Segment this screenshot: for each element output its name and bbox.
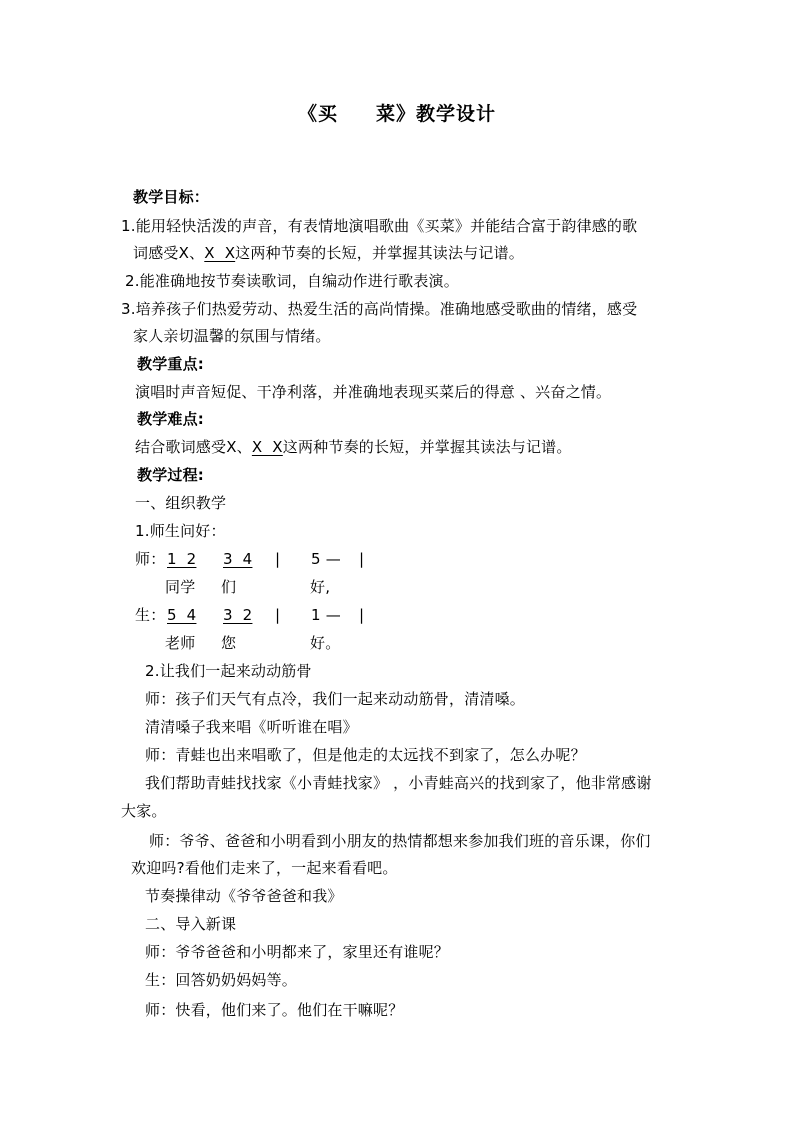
- heading-teaching-focus: 教学重点:: [137, 355, 204, 373]
- document-title: 《买 菜》教学设计: [297, 103, 497, 125]
- difficulty-text-pre: 结合歌词感受X、: [135, 438, 252, 456]
- paragraph-grandpa-line-2: 欢迎吗?看他们走来了，一起来看看吧。: [131, 859, 398, 877]
- heading-teaching-process: 教学过程:: [137, 466, 204, 484]
- goal-1-rhythm-underlined: X X: [204, 244, 236, 262]
- student-label: 生：: [135, 606, 166, 624]
- student-notes-2: 3 2: [223, 606, 253, 624]
- goal-2: 2.能准确地按节奏读歌词，自编动作进行歌表演。: [125, 272, 459, 290]
- teacher-notes-3: 5 —: [311, 550, 341, 568]
- difficulty-rhythm-underlined: X X: [251, 438, 283, 456]
- paragraph-find-home-line-2: 大家。: [121, 802, 167, 820]
- paragraph-find-home-line-1: 我们帮助青蛙找找家《小青蛙找家》 ，小青蛙高兴的找到家了，他非常感谢: [145, 774, 652, 792]
- goal-1-line-2: [133, 243, 524, 263]
- student-lyric-3: 好。: [310, 634, 341, 652]
- heading-teaching-goals: 教学目标：: [133, 188, 210, 206]
- paragraph-warmup: 师：孩子们天气有点冷，我们一起来动动筋骨，清清嗓。: [145, 690, 526, 708]
- difficulty-text-post: 这两种节奏的长短，并掌握其读法与记谱。: [282, 438, 572, 456]
- section-2-heading: 二、导入新课: [145, 915, 237, 933]
- teacher-lyric-3: 好,: [310, 578, 331, 596]
- paragraph-frog: 师：青蛙也出来唱歌了，但是他走的太远找不到家了，怎么办呢？: [145, 746, 586, 764]
- student-bar-line-2: |: [359, 606, 365, 624]
- paragraph-rhythm-exercise: 节奏操律动《爷爷爸爸和我》: [145, 887, 343, 905]
- teacher-bar-line-1: |: [275, 550, 281, 568]
- section-1-heading: 一、组织教学: [135, 494, 227, 512]
- teacher-lyric-1: 同学: [165, 578, 196, 596]
- goal-1-text-post: 这两种节奏的长短，并掌握其读法与记谱。: [235, 244, 524, 262]
- student-notes-3: 1 —: [311, 606, 341, 624]
- goal-1-text-pre: 词感受X、: [133, 244, 205, 262]
- teaching-difficulty-text: [135, 437, 572, 457]
- teacher-bar-line-2: |: [359, 550, 365, 568]
- item-1: 1.师生问好：: [135, 522, 226, 540]
- student-notes-1: 5 4: [167, 606, 197, 624]
- goal-1-line-1: 1.能用轻快活泼的声音，有表情地演唱歌曲《买菜》并能结合富于韵律感的歌: [121, 217, 638, 235]
- goal-3-line-2: 家人亲切温馨的氛围与情绪。: [133, 327, 331, 345]
- paragraph-student-answer: 生：回答奶奶妈妈等。: [145, 971, 298, 989]
- heading-teaching-difficulty: 教学难点:: [137, 410, 204, 428]
- teacher-lyric-2: 们: [221, 578, 237, 596]
- teaching-focus-text: 演唱时声音短促、干净利落，并准确地表现买菜后的得意 、兴奋之情。: [135, 383, 612, 401]
- item-2: 2.让我们一起来动动筋骨: [145, 662, 312, 680]
- teacher-notes-1: 1 2: [167, 550, 197, 568]
- teacher-notes-2: 3 4: [223, 550, 253, 568]
- paragraph-look: 师：快看，他们来了。他们在干嘛呢？: [145, 1001, 404, 1019]
- goal-3-line-1: 3.培养孩子们热爱劳动、热爱生活的高尚情操。准确地感受歌曲的情绪，感受: [121, 300, 638, 318]
- student-lyric-1: 老师: [165, 634, 196, 652]
- paragraph-sing: 清清嗓子我来唱《听听谁在唱》: [145, 718, 358, 736]
- student-lyric-2: 您: [221, 634, 237, 652]
- student-bar-line-1: |: [275, 606, 281, 624]
- paragraph-who-else: 师：爷爷爸爸和小明都来了，家里还有谁呢？: [145, 943, 450, 961]
- teacher-label: 师：: [135, 550, 166, 568]
- paragraph-grandpa-line-1: 师：爷爷、爸爸和小明看到小朋友的热情都想来参加我们班的音乐课，你们: [149, 832, 651, 850]
